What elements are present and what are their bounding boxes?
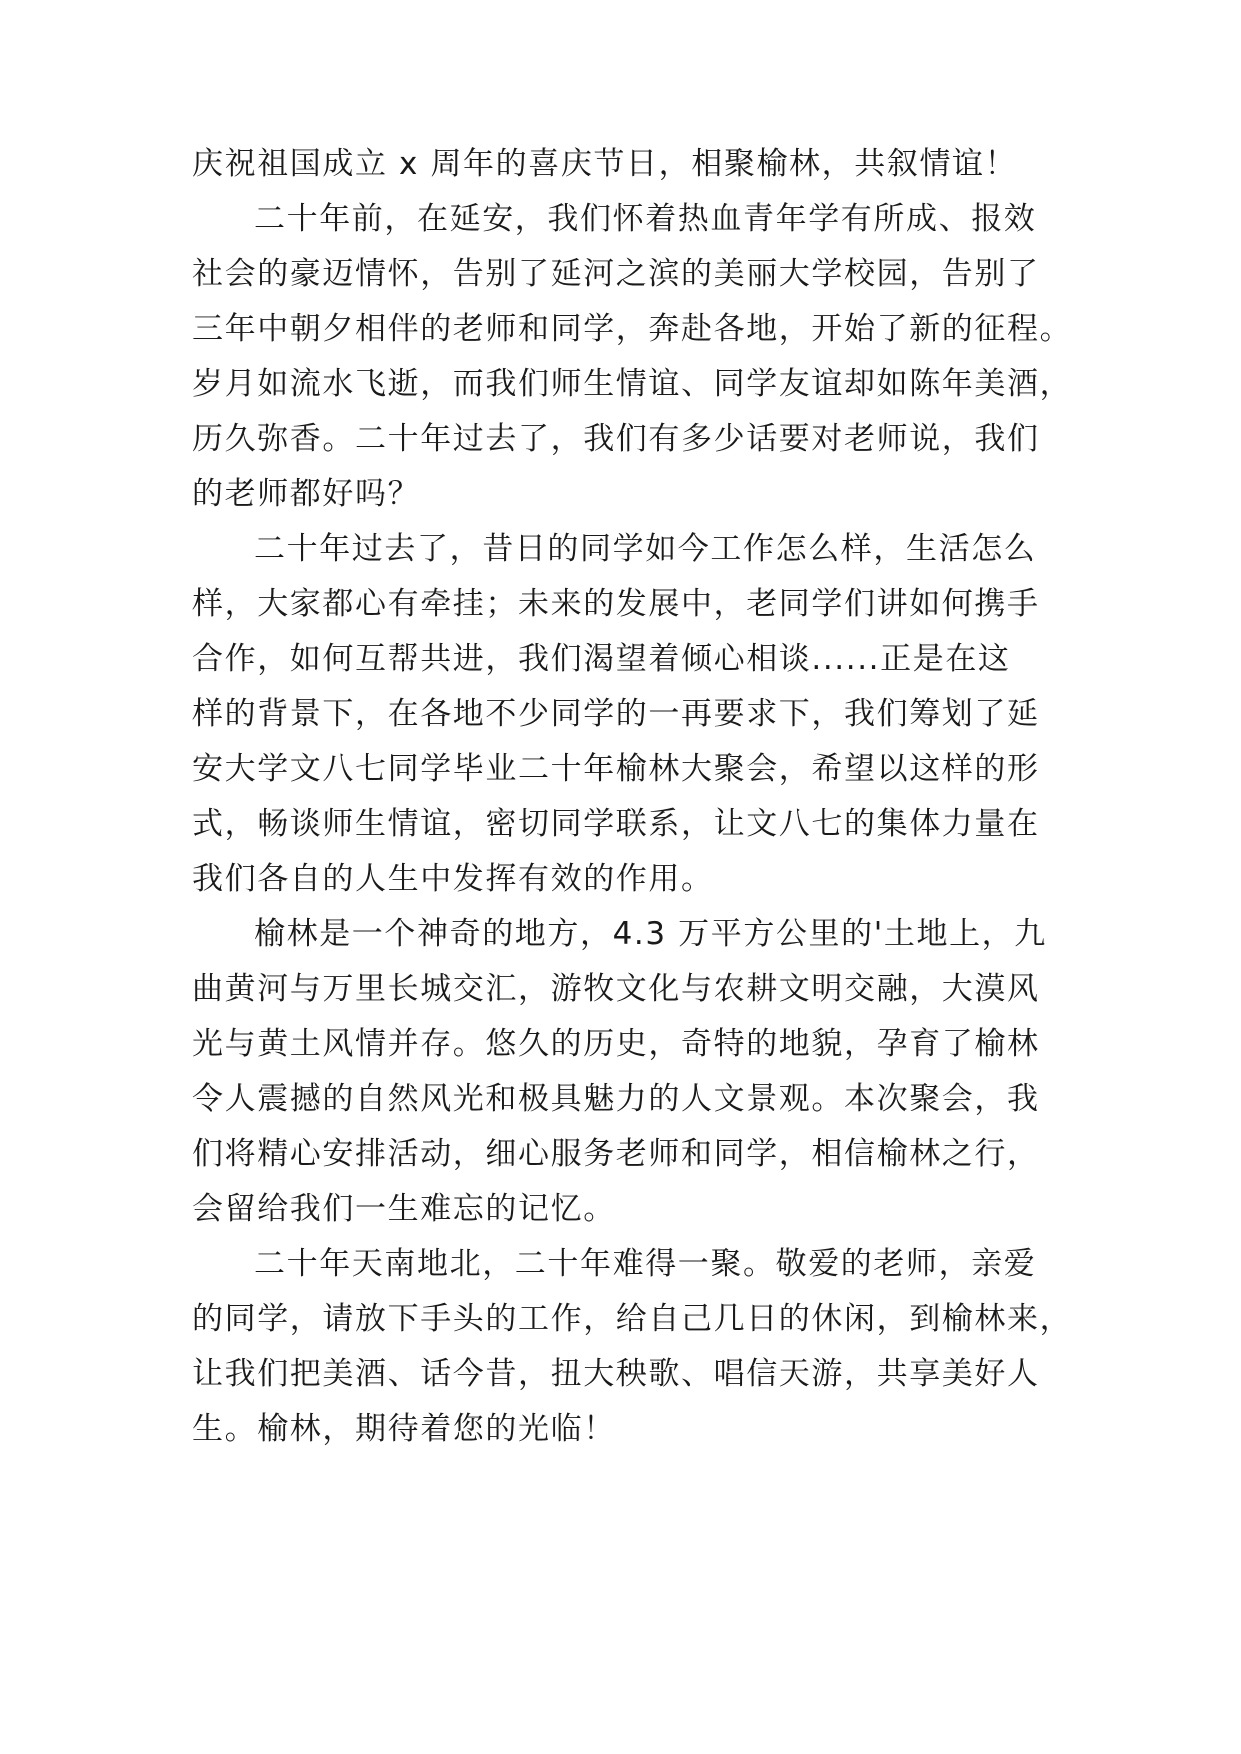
paragraph-2-line-6: 的老师都好吗？ [192,476,421,512]
paragraph-2-line-3: 三年中朝夕相伴的老师和同学，奔赴各地，开始了新的征程。 [192,311,1073,347]
paragraph-4-line-5: 们将精心安排活动，细心服务老师和同学，相信榆林之行， [192,1136,1040,1172]
paragraph-4-line-3: 光与黄土风情并存。悠久的历史，奇特的地貌，孕育了榆林 [192,1026,1040,1062]
paragraph-3-line-4: 样的背景下，在各地不少同学的一再要求下，我们筹划了延 [192,696,1040,732]
paragraph-1-line-1: 庆祝祖国成立 x 周年的喜庆节日，相聚榆林，共叙情谊！ [192,146,1018,182]
paragraph-4-line-2: 曲黄河与万里长城交汇，游牧文化与农耕文明交融，大漠风 [192,971,1040,1007]
paragraph-2-line-4: 岁月如流水飞逝，而我们师生情谊、同学友谊却如陈年美酒， [192,366,1073,402]
paragraph-5-line-1: 二十年天南地北，二十年难得一聚。敬爱的老师，亲爱 [254,1246,1037,1282]
paragraph-2-line-1: 二十年前，在延安，我们怀着热血青年学有所成、报效 [254,201,1037,237]
paragraph-5-line-2: 的同学，请放下手头的工作，给自己几日的休闲，到榆林来， [192,1301,1073,1337]
paragraph-2-line-5: 历久弥香。二十年过去了，我们有多少话要对老师说，我们 [192,421,1040,457]
paragraph-5-line-4: 生。榆林，期待着您的光临！ [192,1411,616,1447]
paragraph-3-line-5: 安大学文八七同学毕业二十年榆林大聚会，希望以这样的形 [192,751,1040,787]
paragraph-2-line-2: 社会的豪迈情怀，告别了延河之滨的美丽大学校园，告别了 [192,256,1040,292]
paragraph-3-line-2: 样，大家都心有牵挂；未来的发展中，老同学们讲如何携手 [192,586,1040,622]
paragraph-4-line-1: 榆林是一个神奇的地方，4.3 万平方公里的'土地上，九 [254,916,1047,952]
paragraph-5-line-3: 让我们把美酒、话今昔，扭大秧歌、唱信天游，共享美好人 [192,1356,1040,1392]
paragraph-3-line-6: 式，畅谈师生情谊，密切同学联系，让文八七的集体力量在 [192,806,1040,842]
paragraph-4-line-6: 会留给我们一生难忘的记忆。 [192,1191,616,1227]
paragraph-4-line-4: 令人震撼的自然风光和极具魅力的人文景观。本次聚会，我 [192,1081,1040,1117]
paragraph-3-line-1: 二十年过去了，昔日的同学如今工作怎么样，生活怎么 [254,531,1037,567]
paragraph-3-line-3: 合作，如何互帮共进，我们渴望着倾心相谈......正是在这 [192,641,1011,677]
paragraph-3-line-7: 我们各自的人生中发挥有效的作用。 [192,861,714,897]
